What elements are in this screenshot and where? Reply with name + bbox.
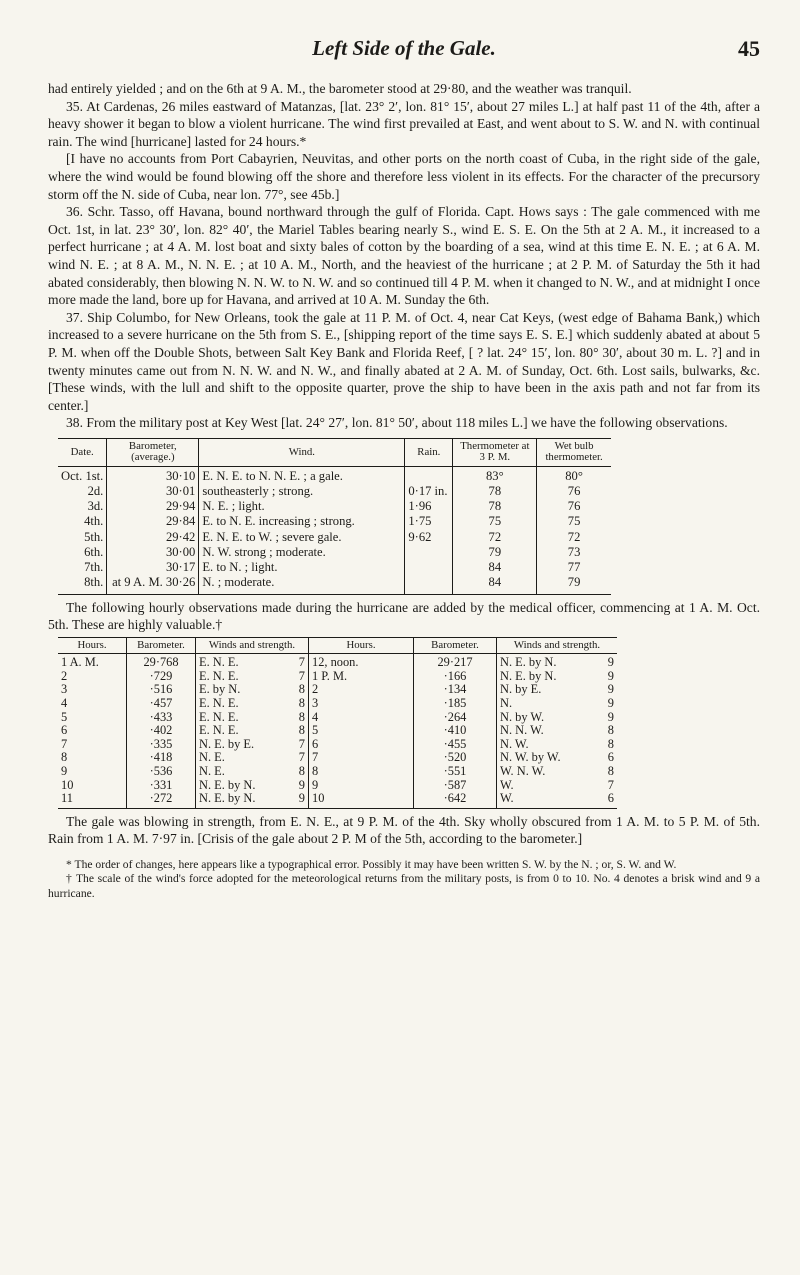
cell-rain: 9·62 (405, 530, 453, 545)
cell-thermometer: 84 (453, 560, 537, 575)
cell-date: 8th. (58, 575, 107, 594)
table-row (58, 530, 611, 545)
cell-wind: N. E. by N. (196, 792, 290, 808)
cell-wind: N. E. by N. (500, 655, 557, 670)
cell-date: 7th. (58, 560, 107, 575)
table-row (58, 484, 611, 499)
cell-barometer: 29·217 (414, 654, 497, 670)
cell-strength: 7 (607, 777, 614, 792)
header-rain: Rain. (405, 438, 453, 466)
cell-barometer: ·536 (127, 765, 196, 779)
cell-hour: 5 (309, 724, 414, 738)
cell-hour: 8 (309, 765, 414, 779)
cell-hour: 12, noon. (309, 654, 414, 670)
cell-wet-bulb: 80° (565, 468, 583, 483)
cell-date: 6th. (58, 545, 107, 560)
table-row (58, 792, 617, 808)
header-winds-right: Winds and strength. (497, 637, 618, 654)
cell-rain: 1·75 (405, 514, 453, 529)
cell-wet-bulb: 73 (567, 544, 581, 559)
book-page (48, 0, 760, 1275)
cell-wet-bulb: 76 (567, 484, 581, 499)
cell-barometer: ·185 (414, 697, 497, 711)
cell-barometer: 30·01 (107, 484, 199, 499)
cell-barometer: ·433 (127, 711, 196, 725)
cell-wind: W. (497, 792, 599, 808)
cell-barometer: 30·17 (107, 560, 199, 575)
cell-hour: 7 (309, 751, 414, 765)
page-header (48, 36, 760, 80)
cell-wind: N. E. (199, 764, 225, 779)
cell-hour: 9 (309, 779, 414, 793)
cell-strength: 8 (607, 723, 614, 738)
cell-rain: 0·17 in. (405, 484, 453, 499)
cell-thermometer: 84 (453, 575, 537, 594)
cell-strength: 8 (607, 764, 614, 779)
cell-hour: 10 (58, 779, 127, 793)
cell-thermometer: 78 (453, 484, 537, 499)
table-row (58, 779, 617, 793)
cell-wind: N. N. W. (500, 723, 544, 738)
header-wind: Wind. (199, 438, 405, 466)
cell-strength: 9 (607, 682, 614, 697)
paragraph-after-hourly: The gale was blowing in strength, from E. N. E., at 9 P. M. of the 4th. Sky wholly obscured from 1 A. M. to 5 P. M. of 5th. Rain from 1 A. M. 7·97 in. [Crisis of the gale about 2 P. M of the 5th, according to the barometer.] (48, 813, 760, 847)
hourly-observation-rows (58, 654, 617, 809)
cell-rain (405, 545, 453, 560)
key-west-daily-table (58, 438, 611, 595)
cell-wind: E. N. E. (199, 668, 239, 683)
cell-rain (405, 575, 453, 594)
cell-wind: N. by W. (500, 709, 545, 724)
cell-barometer: ·729 (127, 670, 196, 684)
cell-thermometer: 75 (453, 514, 537, 529)
cell-date: 3d. (58, 499, 107, 514)
running-title: Left Side of the Gale. (312, 36, 496, 60)
cell-strength: 8 (290, 683, 309, 697)
cell-strength: 8 (290, 765, 309, 779)
cell-strength: 8 (607, 736, 614, 751)
paragraph-35-cardenas: 35. At Cardenas, 26 miles eastward of Matanzas, [lat. 23° 2′, lon. 81° 15′, about 27 miles L.] at half past 11 of the 4th, after a heavy shower it began to blow a violent hurricane. The wind first prevailed at East, and went about to S. W. and N. with continual rain. The wind [hurricane] lasted for 24 hours.* (48, 98, 760, 149)
table-row (58, 514, 611, 529)
cell-wet-bulb: 75 (567, 514, 581, 529)
cell-hour: 2 (58, 670, 127, 684)
cell-hour: 4 (58, 697, 127, 711)
cell-wind: southeasterly ; strong. (199, 484, 405, 499)
cell-barometer: ·587 (414, 779, 497, 793)
cell-hour: 1 A. M. (58, 654, 127, 670)
paragraph-37-columbo: 37. Ship Columbo, for New Orleans, took the gale at 11 P. M. of Oct. 4, near Cat Keys, (west edge of Bahama Bank,) which increased to a severe hurricane on the 5th from S. E., [shipping report of the time says E. S. E.] which suddenly abated at about 5 P. M. when off the Double Shots, between Salt Key Bank and Florida Reef, [ ? lat. 24° 15′, lon. 80° 30′, about 30 m. L. ?] and in twenty minutes came out from N. N. W. and N. W., and finally abated at 2 A. M. of Sunday, Oct. 6th. Lost sails, bulwarks, &c. [These winds, with the lull and shift to the opposite quarter, prove the ship to have been in the axis path and not far from its center.] (48, 309, 760, 413)
cell-strength: 8 (290, 711, 309, 725)
cell-strength: 8 (290, 697, 309, 711)
cell-barometer: ·642 (414, 792, 497, 808)
cell-wind: N. W. strong ; moderate. (199, 545, 405, 560)
cell-hour: 9 (58, 765, 127, 779)
cell-wind: N. E. (199, 750, 225, 765)
cell-strength: 7 (290, 670, 309, 684)
cell-rain (405, 466, 453, 484)
cell-wind: N. E. ; light. (199, 499, 405, 514)
cell-strength: 8 (290, 724, 309, 738)
cell-thermometer: 78 (453, 499, 537, 514)
cell-strength: 6 (598, 792, 617, 808)
header-thermometer: Thermometer at 3 P. M. (453, 438, 537, 466)
cell-wind: E. N. E. to N. N. E. ; a gale. (199, 466, 405, 484)
header-barometer-right: Barometer. (414, 637, 497, 654)
cell-barometer: ·166 (414, 670, 497, 684)
table-row (58, 499, 611, 514)
table-row (58, 560, 611, 575)
cell-hour: 10 (309, 792, 414, 808)
table-header-row (58, 637, 617, 654)
cell-strength: 7 (290, 654, 309, 670)
cell-strength: 9 (607, 709, 614, 724)
cell-hour: 3 (309, 697, 414, 711)
paragraph-36-tasso: 36. Schr. Tasso, off Havana, bound northward through the gulf of Florida. Capt. Hows says : The gale commenced with me Oct. 1st, in lat. 23° 30′, lon. 82° 40′, the Mariel Tables bearing nearly S., wind E. S. E. On the 5th at 2 A. M., it increased to a perfect hurricane ; at 4 A. M. lost boat and sixty bales of cotton by the boarding of a sea, wind at this time E. N. E. ; at 6 A. M. wind N. E. ; at 8 A. M., N. N. E. ; at 10 A. M., North, and the heaviest of the hurricane ; at 2 P. M. of Saturday the 5th it had abated considerably, then blowing N. N. W. to N. W. and so continued till 4 P. M. when it changed to N. W., and at midnight I once more made the land, bore up for Havana, and arrived at 10 A. M. Sunday the 6th. (48, 204, 760, 308)
cell-hour: 7 (58, 738, 127, 752)
table-row (58, 697, 617, 711)
cell-barometer: ·455 (414, 738, 497, 752)
header-date: Date. (58, 438, 107, 466)
cell-wet-bulb: 76 (567, 499, 581, 514)
cell-wind: W. (500, 777, 514, 792)
cell-strength: 9 (607, 696, 614, 711)
paragraph-continuation: had entirely yielded ; and on the 6th at 9 A. M., the barometer stood at 29·80, and the weather was tranquil. (48, 81, 632, 96)
footnote-asterisk: * The order of changes, here appears like a typographical error. Possibly it may have been written S. W. by the N. ; or, S. W. and W. (66, 858, 677, 871)
table-row (58, 751, 617, 765)
cell-hour: 2 (309, 683, 414, 697)
cell-hour: 11 (58, 792, 127, 808)
cell-barometer: 29·84 (107, 514, 199, 529)
cell-date: 5th. (58, 530, 107, 545)
cell-barometer: ·331 (127, 779, 196, 793)
cell-strength: 9 (290, 779, 309, 793)
cell-wind: N. E. by N. (500, 668, 557, 683)
cell-hour: 4 (309, 711, 414, 725)
cell-strength: 7 (290, 751, 309, 765)
cell-hour: 1 P. M. (309, 670, 414, 684)
header-hours-left: Hours. (58, 637, 127, 654)
table-row (58, 466, 611, 484)
cell-hour: 5 (58, 711, 127, 725)
table-row (58, 670, 617, 684)
cell-barometer: ·516 (127, 683, 196, 697)
cell-barometer: ·457 (127, 697, 196, 711)
cell-barometer: ·418 (127, 751, 196, 765)
table-row (58, 545, 611, 560)
cell-thermometer: 83° (453, 466, 537, 484)
page-number: 45 (738, 36, 760, 61)
cell-barometer: ·272 (127, 792, 196, 808)
cell-barometer: at 9 A. M. 30·26 (107, 575, 199, 594)
cell-wind: E. N. E. to W. ; severe gale. (199, 530, 405, 545)
cell-wind: N. ; moderate. (199, 575, 405, 594)
cell-barometer: ·520 (414, 751, 497, 765)
cell-wet-bulb: 72 (567, 529, 581, 544)
cell-wind: E. N. E. (199, 723, 239, 738)
cell-rain (405, 560, 453, 575)
cell-hour: 8 (58, 751, 127, 765)
cell-rain: 1·96 (405, 499, 453, 514)
table-row (58, 654, 617, 670)
table-row (58, 575, 611, 594)
table-header-row (58, 438, 611, 466)
cell-barometer: 29·42 (107, 530, 199, 545)
cell-wet-bulb: 79 (537, 575, 611, 594)
paragraph-hourly-intro: The following hourly observations made during the hurricane are added by the medical officer, commencing at 1 A. M. Oct. 5th. These are highly valuable.† (48, 599, 760, 633)
cell-wind: E. N. E. (199, 655, 239, 670)
cell-hour: 6 (58, 724, 127, 738)
cell-strength: 9 (607, 668, 614, 683)
cell-wind: E. to N. ; light. (199, 560, 405, 575)
table-row (58, 724, 617, 738)
paragraph-editor-note: [I have no accounts from Port Cabayrien, Neuvitas, and other ports on the north coast of Cuba, in the right side of the gale, where the wind would be found blowing off the shore and therefore less violent in its effects. For the character of the precursory storm off the N. side of Cuba, near lon. 77°, see 45b.] (48, 151, 760, 202)
cell-wind: N. by E. (500, 682, 542, 697)
cell-barometer: 29·94 (107, 499, 199, 514)
cell-wind: N. W. by W. (500, 750, 561, 765)
cell-barometer: 30·10 (107, 466, 199, 484)
header-barometer: Barometer, (average.) (107, 438, 199, 466)
cell-wind: N. E. by E. (199, 736, 255, 751)
cell-wind: N. (500, 696, 513, 711)
footnote-dagger: † The scale of the wind's force adopted for the meteorological returns from the military posts, is from 0 to 10. No. 4 denotes a brisk wind and 9 a hurricane. (48, 872, 760, 900)
cell-wind: E. N. E. (199, 696, 239, 711)
cell-barometer: ·551 (414, 765, 497, 779)
cell-date: 2d. (58, 484, 107, 499)
paragraph-38-key-west: 38. From the military post at Key West [lat. 24° 27′, lon. 81° 50′, about 118 miles L.] we have the following observations. (66, 415, 728, 431)
table-row (58, 765, 617, 779)
cell-wind: E. to N. E. increasing ; strong. (199, 514, 405, 529)
cell-date: 4th. (58, 514, 107, 529)
cell-barometer: 29·768 (127, 654, 196, 670)
cell-barometer: ·264 (414, 711, 497, 725)
cell-barometer: ·402 (127, 724, 196, 738)
footnotes (48, 858, 760, 901)
cell-wind: E. by N. (199, 682, 241, 697)
cell-strength: 9 (290, 792, 309, 808)
cell-date: Oct. 1st. (58, 466, 107, 484)
key-west-daily-rows (58, 466, 611, 594)
cell-wind: N. E. by N. (199, 777, 256, 792)
cell-wind: E. N. E. (199, 709, 239, 724)
table-row (58, 711, 617, 725)
cell-strength: 6 (607, 750, 614, 765)
cell-hour: 3 (58, 683, 127, 697)
header-winds-left: Winds and strength. (196, 637, 309, 654)
cell-strength: 9 (607, 655, 614, 670)
cell-wet-bulb: 77 (567, 560, 581, 575)
cell-hour: 6 (309, 738, 414, 752)
cell-thermometer: 72 (453, 530, 537, 545)
cell-wind: N. W. (500, 736, 529, 751)
cell-barometer: ·335 (127, 738, 196, 752)
header-wet-bulb: Wet bulb thermometer. (537, 438, 611, 466)
header-hours-right: Hours. (309, 637, 414, 654)
cell-barometer: 30·00 (107, 545, 199, 560)
table-row (58, 683, 617, 697)
cell-wind: W. N. W. (500, 764, 546, 779)
cell-barometer: ·134 (414, 683, 497, 697)
table-row (58, 738, 617, 752)
cell-thermometer: 79 (453, 545, 537, 560)
cell-strength: 7 (290, 738, 309, 752)
cell-barometer: ·410 (414, 724, 497, 738)
header-barometer-left: Barometer. (127, 637, 196, 654)
hourly-observations-table (58, 637, 617, 809)
